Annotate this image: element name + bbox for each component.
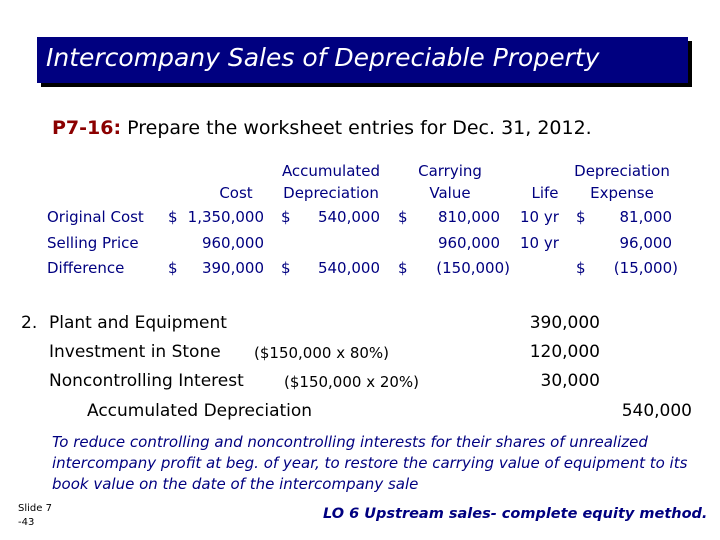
entry-debit: 390,000 — [529, 313, 600, 333]
header-carry-bottom: Value — [429, 184, 471, 202]
entry-number: 2. — [21, 313, 38, 333]
header-life: Life — [531, 184, 559, 202]
row-carry-value: 960,000 — [437, 234, 500, 252]
entry-account: Accumulated Depreciation — [87, 401, 313, 421]
row-cost-value: 960,000 — [201, 234, 264, 252]
row-accum-symbol: $ — [281, 208, 291, 226]
entry-account: Plant and Equipment — [49, 313, 227, 333]
entry-explanation: To reduce controlling and noncontrolling interests for their shares of unrealized intercompany profit at beg. of year, to restore the carrying value of equipment to its book value on the date of the intercompany sale — [52, 433, 688, 493]
row-dep-symbol: $ — [576, 208, 586, 226]
row-accum-value: 540,000 — [317, 208, 380, 226]
entry-detail: ($150,000 x 80%) — [254, 344, 390, 362]
subtitle — [52, 117, 592, 139]
row-accum-symbol: $ — [281, 259, 291, 277]
row-cost-value: 1,350,000 — [187, 208, 264, 226]
entry-account: Investment in Stone — [49, 342, 221, 362]
entry-credit: 540,000 — [621, 401, 692, 421]
header-accum-bottom: Depreciation — [283, 184, 379, 202]
entry-debit: 30,000 — [540, 371, 600, 391]
row-dep-symbol: $ — [576, 259, 586, 277]
row-cost-symbol: $ — [168, 208, 178, 226]
row-label-difference: Difference — [47, 259, 125, 277]
row-dep-value: 81,000 — [619, 208, 672, 226]
slide-title: Intercompany Sales of Depreciable Property — [46, 43, 600, 72]
header-cost: Cost — [219, 184, 253, 202]
slide-number: Slide 7 -43 — [18, 503, 52, 528]
row-label-selling-price: Selling Price — [47, 234, 139, 252]
header-carry-top: Carrying — [418, 162, 482, 180]
row-label-original-cost: Original Cost — [47, 208, 144, 226]
header-dep-top: Depreciation — [574, 162, 670, 180]
entry-account: Noncontrolling Interest — [49, 371, 244, 391]
row-life: 10 yr — [520, 208, 559, 226]
entry-detail: ($150,000 x 20%) — [284, 373, 420, 391]
entry-debit: 120,000 — [529, 342, 600, 362]
header-accum-top: Accumulated — [281, 162, 381, 180]
header-dep-bottom: Expense — [590, 184, 654, 202]
row-life: 10 yr — [520, 234, 559, 252]
problem-number: P7-16: — [52, 117, 122, 139]
row-carry-value: (150,000) — [436, 259, 510, 277]
row-cost-value: 390,000 — [201, 259, 264, 277]
subtitle-text: Prepare the worksheet entries for Dec. 31, 2012. — [127, 117, 592, 139]
row-carry-symbol: $ — [398, 259, 408, 277]
row-carry-symbol: $ — [398, 208, 408, 226]
row-dep-value: 96,000 — [619, 234, 672, 252]
row-carry-value: 810,000 — [437, 208, 500, 226]
row-dep-value: (15,000) — [613, 259, 678, 277]
row-accum-value: 540,000 — [317, 259, 380, 277]
footer-learning-objective: LO 6 Upstream sales- complete equity method. — [323, 506, 708, 522]
row-cost-symbol: $ — [168, 259, 178, 277]
